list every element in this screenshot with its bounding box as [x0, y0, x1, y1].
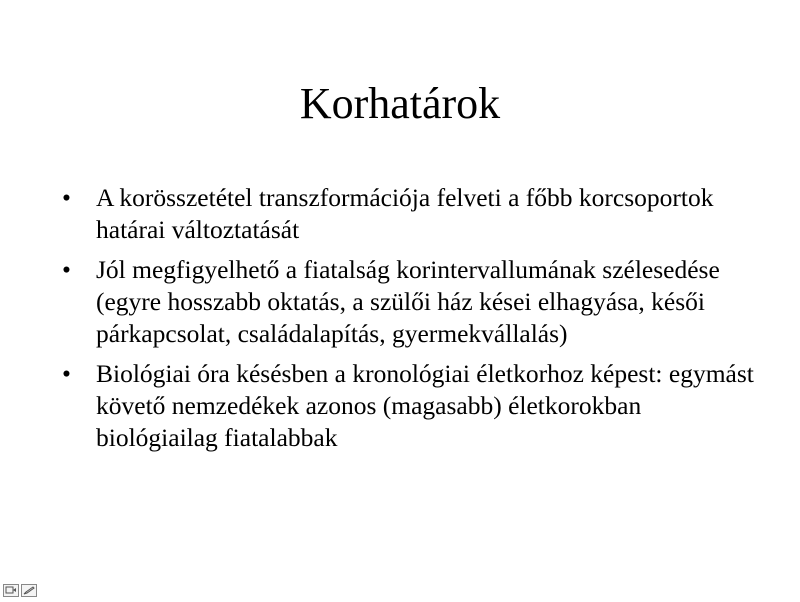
slide-menu-button[interactable]	[3, 584, 19, 597]
pen-icon	[23, 586, 35, 595]
pen-button[interactable]	[21, 584, 37, 597]
slideshow-nav-buttons	[3, 584, 37, 598]
list-item	[62, 254, 762, 350]
bullet-icon: •	[62, 359, 71, 388]
bullet-icon: •	[62, 183, 71, 212]
slide-title: Korhatárok	[299, 79, 501, 128]
bullet-list	[62, 182, 762, 462]
bullet-text: Jól megfigyelhető a fiatalság korintervallumának szélesedése (egyre hosszabb oktatás, a szülői ház kései elhagyása, késői párkapcsolat, családalapítás, gyermekvállalás)	[96, 255, 720, 348]
list-item	[62, 182, 762, 246]
list-item	[62, 358, 762, 454]
bullet-text: Biológiai óra késésben a kronológiai életkorhoz képest: egymást követő nemzedékek azonos (magasabb) életkorokban biológiailag fiatalabbak	[96, 359, 754, 452]
slide-menu-icon	[5, 586, 17, 595]
bullet-text: A korösszetétel transzformációja felveti a főbb korcsoportok határai változtatását	[96, 183, 714, 244]
bullet-icon: •	[62, 255, 71, 284]
